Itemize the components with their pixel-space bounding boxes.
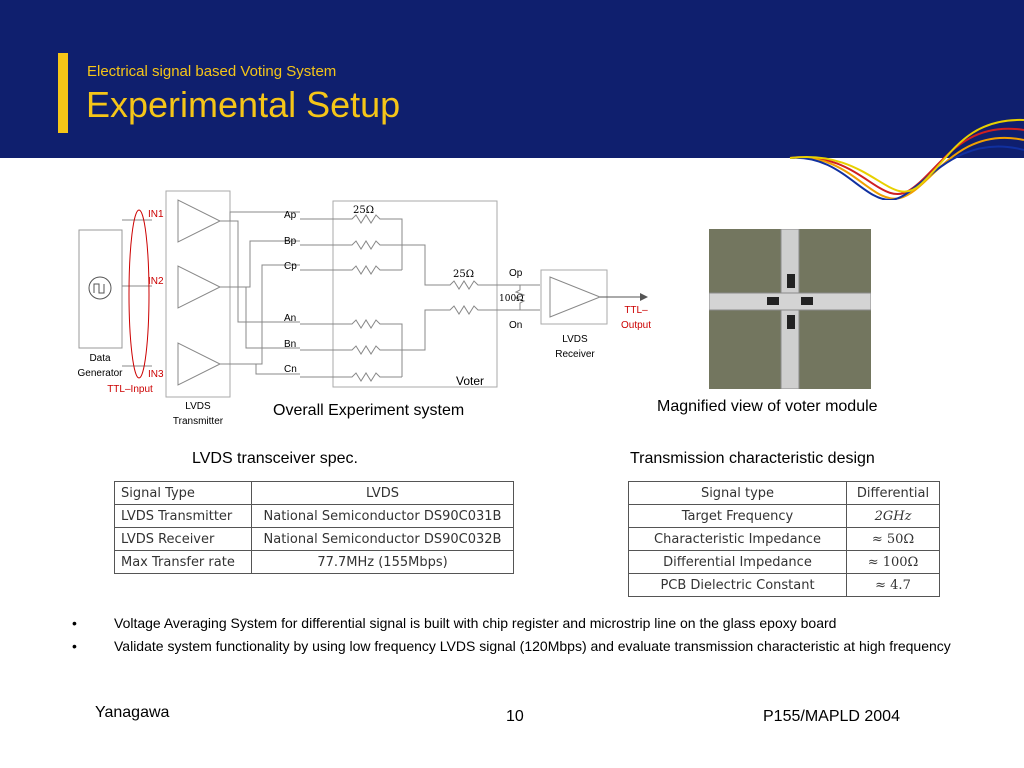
table-cell: LVDS — [252, 482, 514, 505]
page-title: Experimental Setup — [86, 84, 401, 125]
input-highlight-ellipse — [129, 210, 149, 378]
table-cell: ≈ 4.7 — [847, 574, 940, 597]
output-label-on: On — [509, 320, 523, 331]
data-generator-box — [79, 230, 122, 348]
table-cell: LVDS Receiver — [115, 528, 252, 551]
lvds-spec-table — [114, 481, 514, 574]
table-row — [629, 505, 940, 528]
table-row — [629, 551, 940, 574]
footer-page-number: 10 — [506, 708, 524, 725]
table-cell: ≈ 50Ω — [847, 528, 940, 551]
signal-label-cn: Cn — [284, 364, 297, 375]
ttl-input-label: TTL–Input — [107, 384, 153, 395]
signal-label-bn: Bn — [284, 339, 297, 350]
list-item — [72, 635, 962, 658]
caption-overall-system: Overall Experiment system — [273, 402, 465, 419]
table-cell: ≈ 100Ω — [847, 551, 940, 574]
voter-box — [333, 201, 497, 387]
table-cell: Differential — [847, 482, 940, 505]
table-cell: LVDS Transmitter — [115, 505, 252, 528]
table-row — [115, 482, 514, 505]
footer-author: Yanagawa — [95, 704, 170, 721]
ttl-output-label-2: Output — [620, 320, 652, 331]
signal-label-ap: Ap — [284, 210, 297, 221]
voter-module-photo — [709, 229, 871, 389]
caption-lvds-spec: LVDS transceiver spec. — [192, 450, 358, 467]
table-cell: Characteristic Impedance — [629, 528, 847, 551]
data-generator-label-2: Generator — [77, 368, 123, 379]
table-cell: Signal type — [629, 482, 847, 505]
header-subtitle: Electrical signal based Voting System — [87, 63, 337, 80]
table-cell: Target Frequency — [629, 505, 847, 528]
table-cell: 2GHz — [847, 505, 940, 528]
termination-resistor-label: 100Ω — [499, 294, 524, 304]
table-cell: PCB Dielectric Constant — [629, 574, 847, 597]
resistor-label-top: 25Ω — [353, 205, 375, 216]
bullet-text: Voltage Averaging System for differential signal is built with chip register and microstrip line on the glass epoxy board — [114, 615, 837, 631]
signal-label-bp: Bp — [284, 236, 297, 247]
transmission-design-table — [628, 481, 940, 597]
signal-label-cp: Cp — [284, 261, 297, 272]
resistor-label-mid: 25Ω — [453, 269, 475, 280]
data-generator-label-1: Data — [89, 353, 111, 364]
ttl-output-label-1: TTL– — [624, 305, 648, 316]
table-row — [629, 574, 940, 597]
bullet-icon: • — [72, 615, 77, 631]
table-cell: Signal Type — [115, 482, 252, 505]
input-label-2: IN2 — [148, 276, 164, 287]
signal-label-an: An — [284, 313, 297, 324]
bullet-text: Validate system functionality by using low frequency LVDS signal (120Mbps) and evaluate transmission characteristic at high frequency — [114, 638, 951, 654]
table-row — [629, 528, 940, 551]
table-row — [115, 551, 514, 574]
table-cell: 77.7MHz (155Mbps) — [252, 551, 514, 574]
receiver-label-2: Receiver — [555, 349, 595, 360]
table-cell: National Semiconductor DS90C031B — [252, 505, 514, 528]
receiver-label-1: LVDS — [562, 334, 588, 345]
input-label-3: IN3 — [148, 369, 164, 380]
transmitter-label-1: LVDS — [185, 401, 211, 412]
bullet-icon: • — [72, 638, 77, 654]
table-row — [115, 528, 514, 551]
table-cell: Max Transfer rate — [115, 551, 252, 574]
table-row — [629, 482, 940, 505]
voter-label: Voter — [456, 374, 485, 388]
footer-reference: P155/MAPLD 2004 — [763, 708, 900, 725]
bullet-list — [72, 612, 962, 658]
table-cell: Differential Impedance — [629, 551, 847, 574]
table-cell: National Semiconductor DS90C032B — [252, 528, 514, 551]
experiment-schematic — [0, 0, 700, 440]
list-item — [72, 612, 962, 635]
transmitter-label-2: Transmitter — [172, 416, 224, 427]
caption-transmission-design: Transmission characteristic design — [630, 450, 875, 467]
table-row — [115, 505, 514, 528]
input-label-1: IN1 — [148, 209, 164, 220]
output-label-op: Op — [509, 268, 523, 279]
caption-magnified-view: Magnified view of voter module — [657, 398, 878, 415]
